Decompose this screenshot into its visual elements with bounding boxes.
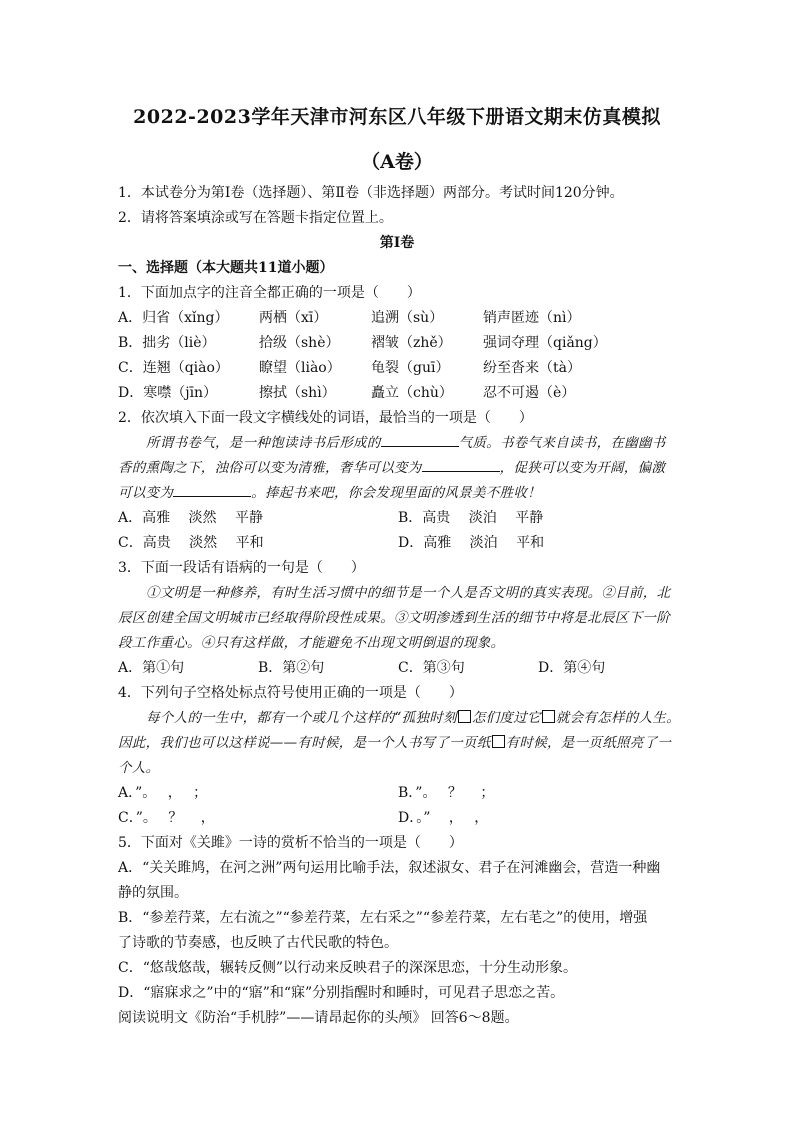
q3-stem: 3．下面一段话有语病的一句是（ ） xyxy=(118,560,365,576)
q2-passage-line xyxy=(118,484,541,502)
fill-blank xyxy=(422,459,500,472)
fill-blank xyxy=(173,484,251,497)
passage-text: 气质。书卷气来自读书，在幽幽书 xyxy=(458,435,666,451)
q1-option: 拾级（shè） xyxy=(259,335,340,351)
instruction-1: 1．本试卷分为第Ⅰ卷（选择题）、第Ⅱ卷（非选择题）两部分。考试时间120分钟。 xyxy=(118,185,624,201)
punctuation-blank-box xyxy=(542,710,555,723)
q5-stem: 5．下面对《关雎》一诗的赏析不恰当的一项是（ ） xyxy=(118,835,463,851)
q3-option-a: A．第①句 xyxy=(118,660,185,676)
q3-passage-line: ①文明是一种修养，有时生活习惯中的细节是一个人是否文明的真实表现。②目前，北 xyxy=(146,585,671,601)
passage-text: 有时候，是一页纸照亮了一 xyxy=(505,735,672,751)
q2-passage-line xyxy=(146,434,666,452)
q3-option-d: D．第④句 xyxy=(538,660,606,676)
q1-option: 擦拭（shì） xyxy=(259,385,336,401)
q1-option: 销声匿迹（nì） xyxy=(483,310,581,326)
q1-option: A．归省（xǐng） xyxy=(118,310,229,326)
q5-option-line: B．“参差荇菜，左右流之”“参差荇菜，左右采之”“参差荇菜，左右芼之”的使用，增强 xyxy=(118,910,648,926)
q4-option-b: B．”。 ？ ； xyxy=(398,785,495,801)
q1-option: 强词夺理（qiǎng） xyxy=(483,335,607,351)
q5-option-line: A．“关关雎鸠，在河之洲”两句运用比喻手法，叙述淑女、君子在河滩幽会，营造一种幽 xyxy=(118,860,661,876)
q2-option-b: B．高贵 淡泊 平静 xyxy=(398,510,544,526)
q4-passage-line: 个人。 xyxy=(118,760,160,776)
q1-option: 褶皱（zhě） xyxy=(371,335,452,351)
passage-text: 可以变为 xyxy=(118,485,174,501)
q4-stem: 4．下列句子空格处标点符号使用正确的一项是（ ） xyxy=(118,685,463,701)
q1-option: B．拙劣（liè） xyxy=(118,335,216,351)
q1-option: 忍不可遏（è） xyxy=(483,385,576,401)
q1-option: 龟裂（guī） xyxy=(371,360,450,376)
q1-option: 追溯（sù） xyxy=(371,310,444,326)
passage-text: 怎们度过它 xyxy=(471,710,541,726)
q2-option-d: D．高雅 淡泊 平和 xyxy=(398,535,545,551)
q1-option: 两栖（xī） xyxy=(259,310,328,326)
instruction-2: 2．请将答案填涂或写在答题卡指定位置上。 xyxy=(118,210,393,226)
q2-option-c: C．高贵 淡然 平和 xyxy=(118,535,264,551)
passage-text: 就会有怎样的人生。 xyxy=(555,710,681,726)
q5-option-line: D．“寤寐求之”中的“寤”和“寐”分别指醒时和睡时，可见君子思恋之苦。 xyxy=(118,985,565,1001)
passage-text: 因此，我们也可以这样说——有时候，是一个人书写了一页纸 xyxy=(118,735,491,751)
q4-option-d: D．。” ， ， xyxy=(398,810,489,826)
q1-option: C．连翘（qiào） xyxy=(118,360,229,376)
fill-blank xyxy=(381,434,459,447)
q2-option-a: A．高雅 淡然 平静 xyxy=(118,510,264,526)
page-title: 2022-2023学年天津市河东区八年级下册语文期末仿真模拟 xyxy=(133,106,661,128)
q1-option: D．寒噤（jīn） xyxy=(118,385,218,401)
page-subtitle: （A卷） xyxy=(361,151,433,173)
q4-option-a: A．”。 ， ； xyxy=(118,785,208,801)
q1-option: 瞭望（liào） xyxy=(259,360,341,376)
punctuation-blank-box xyxy=(458,710,471,723)
passage-text: 。捧起书来吧，你会发现里面的风景美不胜收！ xyxy=(251,485,542,501)
q1-stem: 1．下面加点字的注音全都正确的一项是（ ） xyxy=(118,285,421,301)
q5-option-line: C．“悠哉悠哉，辗转反侧”以行动来反映君子的深深思恋，十分生动形象。 xyxy=(118,960,578,976)
passage-text: 香的熏陶之下，浊俗可以变为清雅，奢华可以变为 xyxy=(118,460,422,476)
passage-text: 所谓书卷气，是一种饱读诗书后形成的 xyxy=(146,435,381,451)
q4-passage-line xyxy=(146,709,680,727)
q1-option: 矗立（chù） xyxy=(371,385,453,401)
q2-stem: 2．依次填入下面一段文字横线处的词语，最恰当的一项是（ ） xyxy=(118,410,533,426)
q5-option-line: 了诗歌的节奏感，也反映了古代民歌的特色。 xyxy=(118,935,398,951)
q3-option-b: B．第②句 xyxy=(258,660,325,676)
q4-option-c: C．”。 ？ ， xyxy=(118,810,215,826)
q1-option: 纷至沓来（tà） xyxy=(483,360,581,376)
passage-text: 每个人的一生中，都有一个或几个这样的“孤独时刻 xyxy=(146,710,457,726)
section-heading: 一、选择题（本大题共11道小题） xyxy=(118,260,334,276)
passage-text: ，促狭可以变为开阔，偏激 xyxy=(499,460,666,476)
q3-option-c: C．第③句 xyxy=(398,660,465,676)
q2-passage-line xyxy=(118,459,665,477)
reading-intro: 阅读说明文《防治“手机脖”——请昂起你的头颅》 回答6～8题。 xyxy=(118,1010,519,1026)
q3-passage-line: 辰区创建全国文明城市已经取得阶段性成果。③文明渗透到生活的细节中将是北辰区下一阶 xyxy=(118,610,670,626)
volume-label: 第Ⅰ卷 xyxy=(379,235,415,251)
q5-option-line: 静的氛围。 xyxy=(118,885,188,901)
q3-passage-line: 段工作重心。④只有这样做，才能避免不出现文明倒退的现象。 xyxy=(118,635,505,651)
punctuation-blank-box xyxy=(492,735,505,748)
q4-passage-line xyxy=(118,734,671,752)
